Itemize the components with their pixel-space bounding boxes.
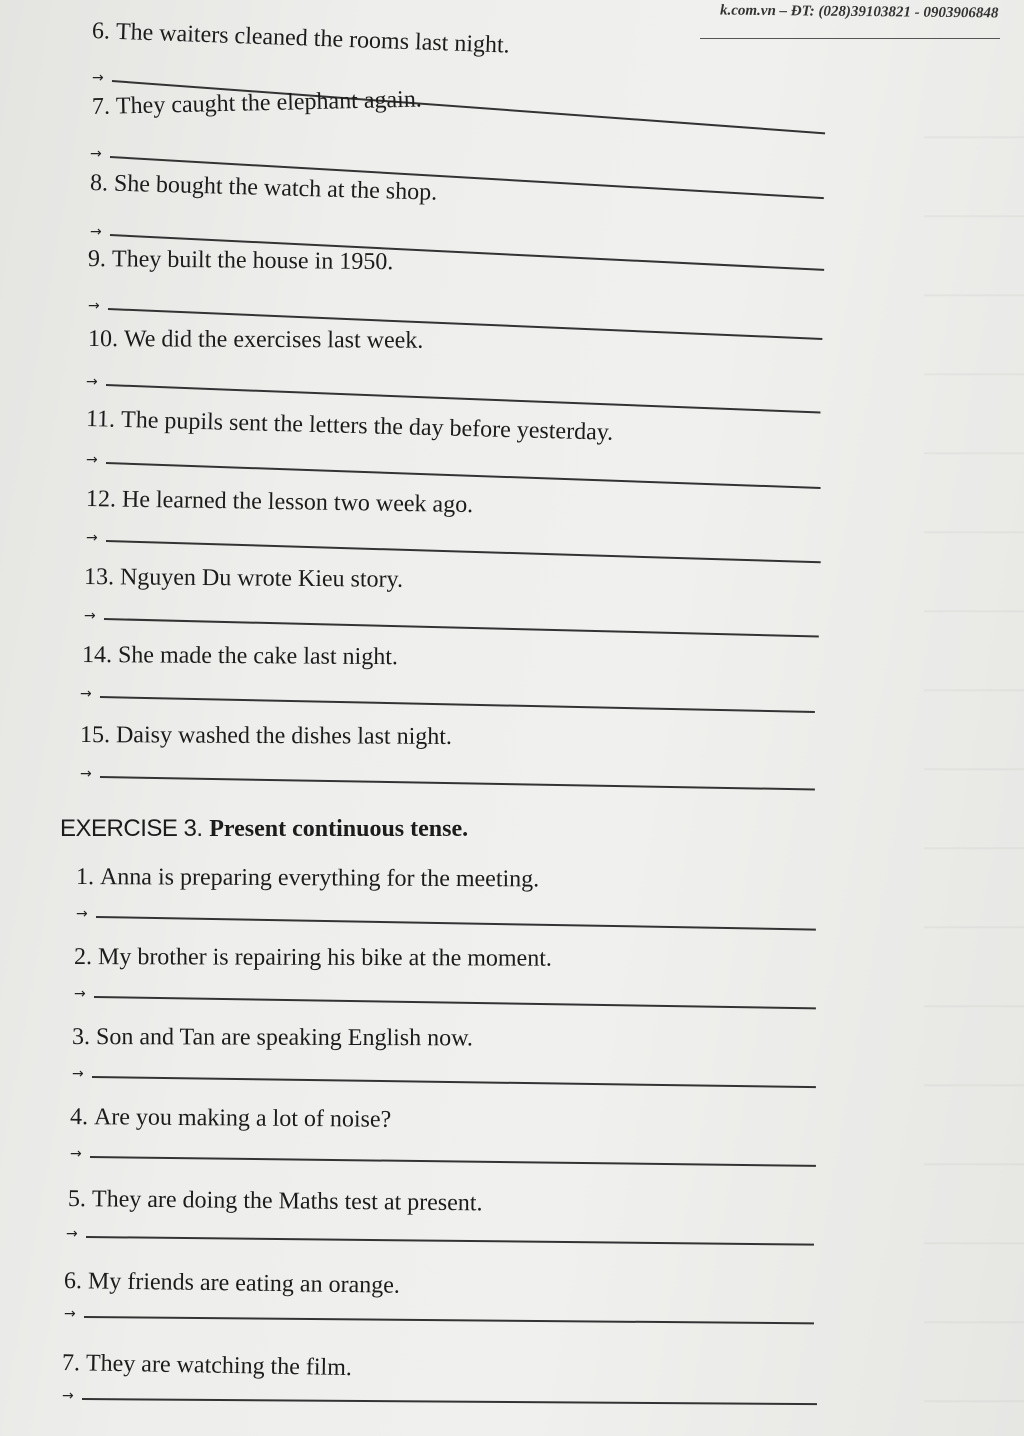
answer-line[interactable] — [62, 1388, 820, 1408]
answer-line[interactable] — [86, 374, 826, 394]
answer-line[interactable] — [90, 146, 830, 166]
arrow-icon: → — [86, 452, 98, 468]
exercise-name: Present continuous tense. — [209, 816, 469, 842]
answer-line[interactable] — [64, 1306, 819, 1326]
sentence-item: 3. Son and Tan are speaking English now. — [71, 1024, 473, 1052]
sentence-item: 2. My brother is repairing his bike at the moment. — [73, 944, 552, 972]
sentence-item: 6. My friends are eating an orange. — [63, 1268, 401, 1299]
sentence-item: 6. The waiters cleaned the rooms last night. — [91, 18, 511, 59]
arrow-icon: → — [86, 374, 98, 390]
answer-line[interactable] — [90, 224, 830, 244]
sentence-item: 10. We did the exercises last week. — [87, 326, 424, 354]
sentence-item: 13. Nguyen Du wrote Kieu story. — [83, 564, 404, 593]
arrow-icon: → — [90, 224, 102, 240]
arrow-icon: → — [64, 1306, 76, 1322]
sentence-item: 7. They caught the elephant again. — [91, 86, 423, 120]
answer-line[interactable] — [80, 766, 820, 786]
arrow-icon: → — [80, 766, 92, 782]
exercise-label: EXERCISE 3. — [60, 815, 203, 842]
sentence-item: 4. Are you making a lot of noise? — [69, 1104, 392, 1133]
sentence-item: 11. The pupils sent the letters the day before yesterday. — [85, 406, 614, 446]
arrow-icon: → — [92, 70, 104, 86]
answer-line[interactable] — [74, 986, 819, 1006]
arrow-icon: → — [62, 1388, 74, 1404]
answer-line[interactable] — [80, 686, 820, 706]
arrow-icon: → — [76, 906, 88, 922]
arrow-icon: → — [86, 530, 98, 546]
arrow-icon: → — [66, 1226, 78, 1242]
sentence-item: 8. She bought the watch at the shop. — [89, 170, 438, 206]
arrow-icon: → — [80, 686, 92, 702]
arrow-icon: → — [84, 608, 96, 624]
sentence-item: 7. They are watching the film. — [61, 1350, 353, 1382]
answer-line[interactable] — [66, 1226, 818, 1246]
sentence-item: 5. They are doing the Maths test at present. — [67, 1186, 483, 1217]
answer-line[interactable] — [92, 70, 832, 90]
answer-line[interactable] — [84, 608, 824, 628]
exercise-heading — [60, 815, 468, 843]
answer-line[interactable] — [72, 1066, 820, 1086]
arrow-icon: → — [90, 146, 102, 162]
sentence-item: 1. Anna is preparing everything for the meeting. — [75, 864, 540, 893]
sentence-item: 12. He learned the lesson two week ago. — [85, 486, 474, 519]
arrow-icon: → — [70, 1146, 82, 1162]
answer-line[interactable] — [88, 298, 828, 318]
arrow-icon: → — [74, 986, 86, 1002]
answer-line[interactable] — [86, 452, 826, 472]
sentence-item: 14. She made the cake last night. — [81, 642, 399, 671]
arrow-icon: → — [72, 1066, 84, 1082]
contact-header: k.com.vn – ĐT: (028)39103821 - 0903906848 — [719, 2, 999, 22]
answer-line[interactable] — [70, 1146, 820, 1166]
answer-line[interactable] — [86, 530, 826, 550]
bleed-through-shadow — [924, 60, 1024, 1436]
header-rule — [700, 38, 1000, 39]
sentence-item: 15. Daisy washed the dishes last night. — [79, 722, 453, 750]
arrow-icon: → — [88, 298, 100, 314]
sentence-item: 9. They built the house in 1950. — [87, 246, 394, 276]
answer-line[interactable] — [76, 906, 821, 926]
